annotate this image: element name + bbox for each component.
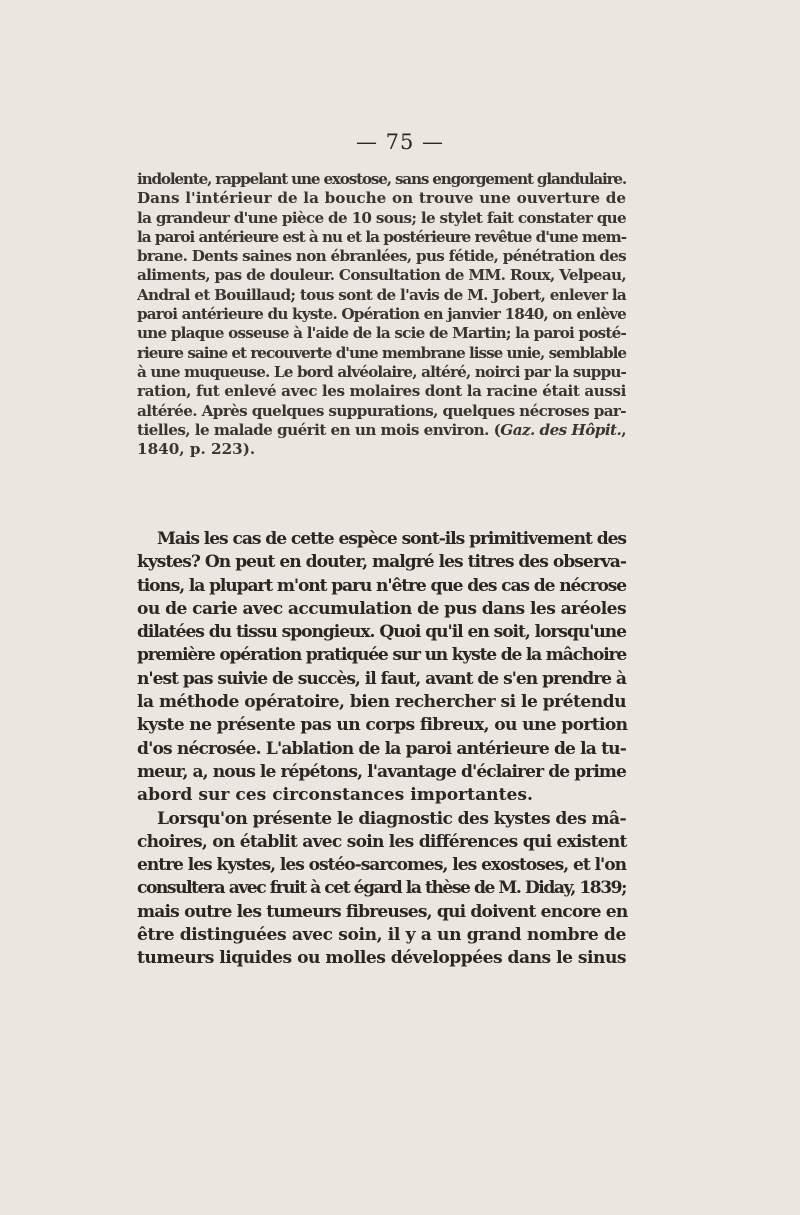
- note-line: brane. Dents saines non ébranlées, pus fétide, pénétration des: [137, 247, 626, 266]
- note-line: ration, fut enlevé avec les molaires dont la racine était aussi: [137, 382, 626, 401]
- paragraph-line: tumeurs liquides ou molles développées dans le sinus: [137, 948, 626, 969]
- note-line: Andral et Bouillaud; tous sont de l'avis de M. Jobert, enlever la: [137, 285, 626, 304]
- case-note: [137, 170, 626, 459]
- citation-open: (: [493, 420, 501, 439]
- note-line: une plaque osseuse à l'aide de la scie de Martin; la paroi posté-: [137, 324, 626, 343]
- note-line: paroi antérieure du kyste. Opération en janvier 1840, on enlève: [137, 305, 626, 324]
- paragraph-line: mais outre les tumeurs fibreuses, qui doivent encore en: [137, 901, 628, 922]
- paragraph-line: Lorsqu'on présente le diagnostic des kystes des mâ-: [157, 808, 626, 829]
- note-line: la paroi antérieure est à nu et la postérieure revêtue d'une mem-: [137, 227, 626, 246]
- paragraph-line: Mais les cas de cette espèce sont-ils primitivement des: [157, 529, 626, 549]
- note-line: altérée. Après quelques suppurations, quelques nécroses par-: [137, 401, 626, 420]
- note-line: la grandeur d'une pièce de 10 sous; le stylet fait constater que: [137, 208, 626, 227]
- note-line: indolente, rappelant une exostose, sans engorgement glandulaire.: [137, 170, 626, 188]
- note-line: aliments, pas de douleur. Consultation de MM. Roux, Velpeau,: [137, 266, 626, 285]
- paragraph-line: entre les kystes, les ostéo-sarcomes, les exostoses, et l'on: [137, 855, 626, 876]
- paragraph-line: meur, a, nous le répétons, l'avantage d'éclairer de prime: [137, 761, 626, 782]
- paragraph-line: tions, la plupart m'ont paru n'être que des cas de nécrose: [137, 575, 626, 596]
- paragraph-line: kystes? On peut en douter, malgré les titres des observa-: [137, 552, 626, 573]
- note-line: tielles, le malade guérit en un mois environ.: [137, 420, 489, 439]
- note-line: Dans l'intérieur de la bouche on trouve une ouverture de: [137, 189, 626, 208]
- body-text: [137, 528, 626, 971]
- page-number: — 75 —: [355, 130, 445, 154]
- paragraph-line: consultera avec fruit à cet égard la thèse de M. Diday, 1839;: [137, 878, 626, 899]
- paragraph-line: être distinguées avec soin, il y a un grand nombre de: [137, 925, 626, 946]
- citation-last-line: 1840, p. 223).: [137, 440, 256, 459]
- citation-rest: ,: [621, 420, 626, 439]
- paragraph-line: d'os nécrosée. L'ablation de la paroi antérieure de la tu-: [137, 738, 626, 759]
- paragraph-line: n'est pas suivie de succès, il faut, avant de s'en prendre à: [137, 668, 626, 689]
- paragraph-line: choires, on établit avec soin les différences qui existent: [137, 831, 627, 852]
- paragraph-line: abord sur ces circonstances importantes.: [137, 785, 533, 806]
- note-line: à une muqueuse. Le bord alvéolaire, altéré, noirci par la suppu-: [137, 362, 626, 381]
- paragraph-line: ou de carie avec accumulation de pus dans les aréoles: [137, 598, 626, 619]
- paragraph-line: kyste ne présente pas un corps fibreux, ou une portion: [137, 715, 628, 736]
- note-line: rieure saine et recouverte d'une membrane lisse unie, semblable: [137, 343, 627, 362]
- paragraph-line: première opération pratiquée sur un kyste de la mâchoire: [137, 645, 626, 666]
- paragraph-line: dilatées du tissu spongieux. Quoi qu'il en soit, lorsqu'une: [137, 622, 626, 643]
- citation-journal: Gaz. des Hôpit.: [500, 420, 622, 439]
- paragraph-line: la méthode opératoire, bien rechercher si le prétendu: [137, 692, 626, 713]
- note-line-with-citation: [137, 421, 626, 440]
